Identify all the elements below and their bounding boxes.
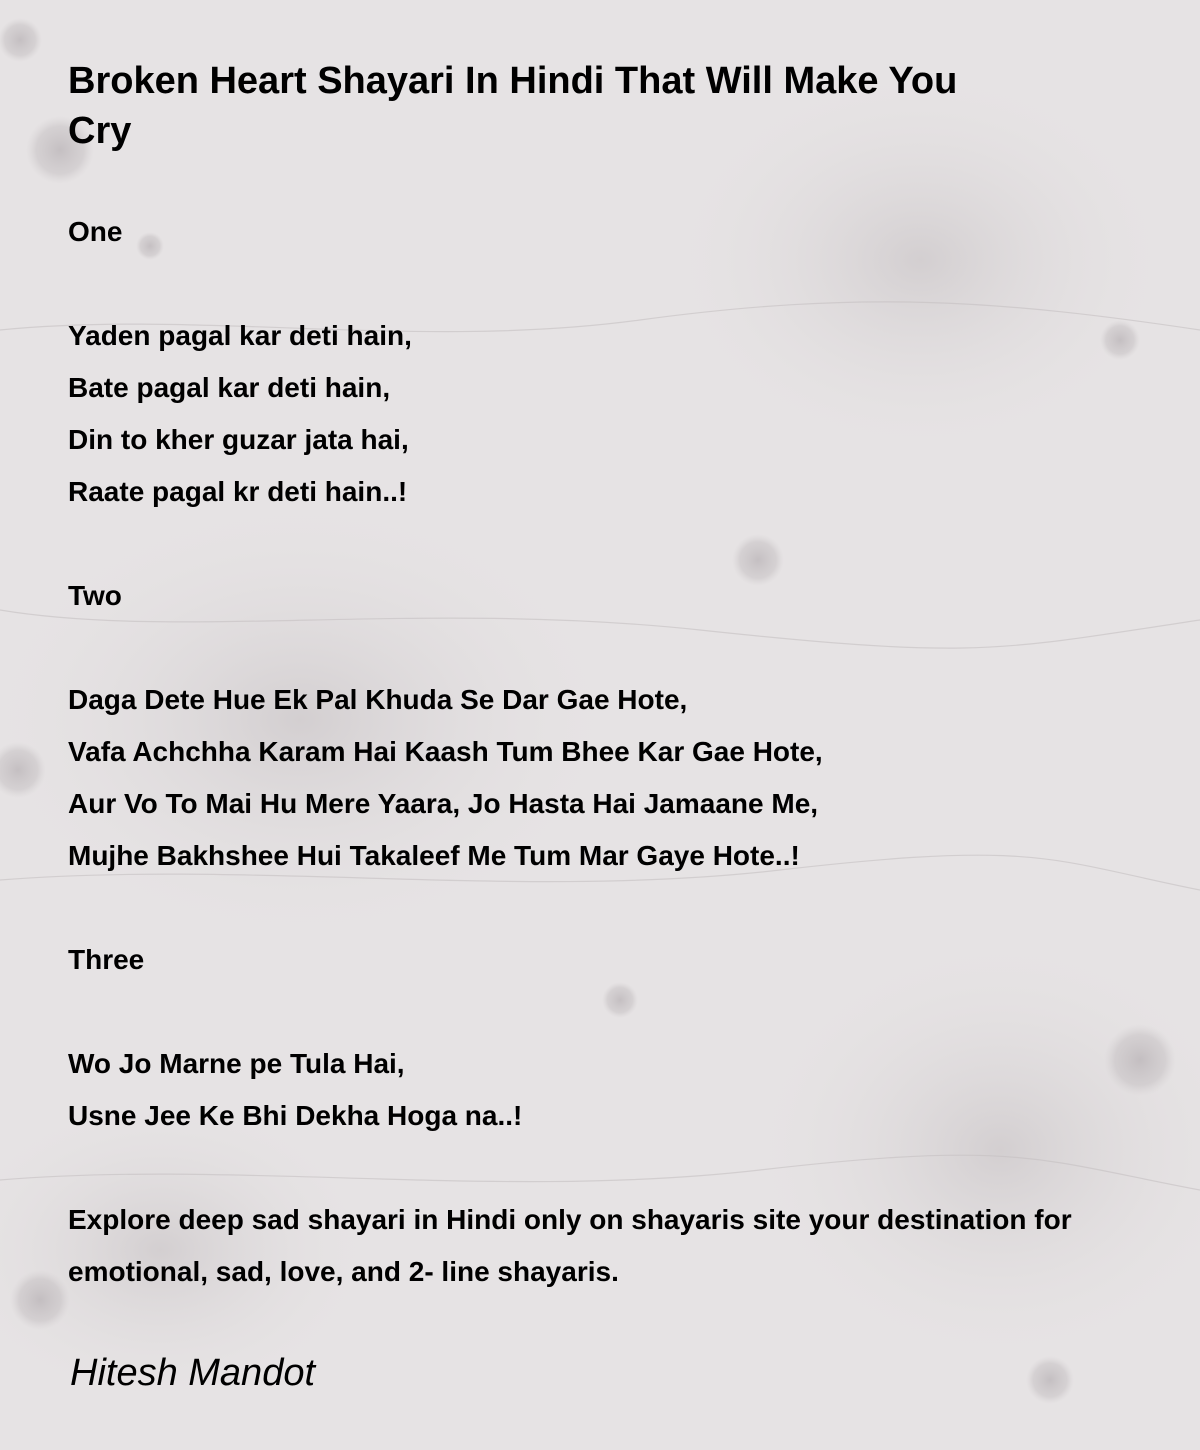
blank-line [68, 882, 1188, 934]
blank-line [68, 986, 1188, 1038]
closing-paragraph: Explore deep sad shayari in Hindi only on shayaris site your destination for emotional, sad, love, and 2- line shayaris. [68, 1204, 1072, 1287]
poem-line: Usne Jee Ke Bhi Dekha Hoga na..! [68, 1100, 523, 1131]
poem-line: Mujhe Bakhshee Hui Takaleef Me Tum Mar Gaye Hote..! [68, 840, 800, 871]
blank-line [68, 258, 1188, 310]
poem-line: Raate pagal kr deti hain..! [68, 476, 408, 507]
poem-line: Din to kher guzar jata hai, [68, 424, 409, 455]
author-signature: Hitesh Mandot [70, 1352, 316, 1394]
poem-line: Aur Vo To Mai Hu Mere Yaara, Jo Hasta Hai Jamaane Me, [68, 788, 819, 819]
stanza-heading: Two [68, 580, 122, 611]
poem-line: Daga Dete Hue Ek Pal Khuda Se Dar Gae Hote, [68, 684, 688, 715]
blank-line [68, 622, 1188, 674]
poem-line: Bate pagal kar deti hain, [68, 372, 391, 403]
blank-line [68, 1142, 1188, 1194]
poem-line: Yaden pagal kar deti hain, [68, 320, 412, 351]
blank-line [68, 518, 1188, 570]
poem-body [68, 206, 1188, 1298]
stanza-heading: Three [68, 944, 145, 975]
stanza-heading: One [68, 216, 123, 247]
poem-title: Broken Heart Shayari In Hindi That Will Make You Cry [68, 60, 958, 152]
poem-container [68, 56, 1188, 1298]
poem-line: Vafa Achchha Karam Hai Kaash Tum Bhee Kar Gae Hote, [68, 736, 823, 767]
poem-line: Wo Jo Marne pe Tula Hai, [68, 1048, 405, 1079]
